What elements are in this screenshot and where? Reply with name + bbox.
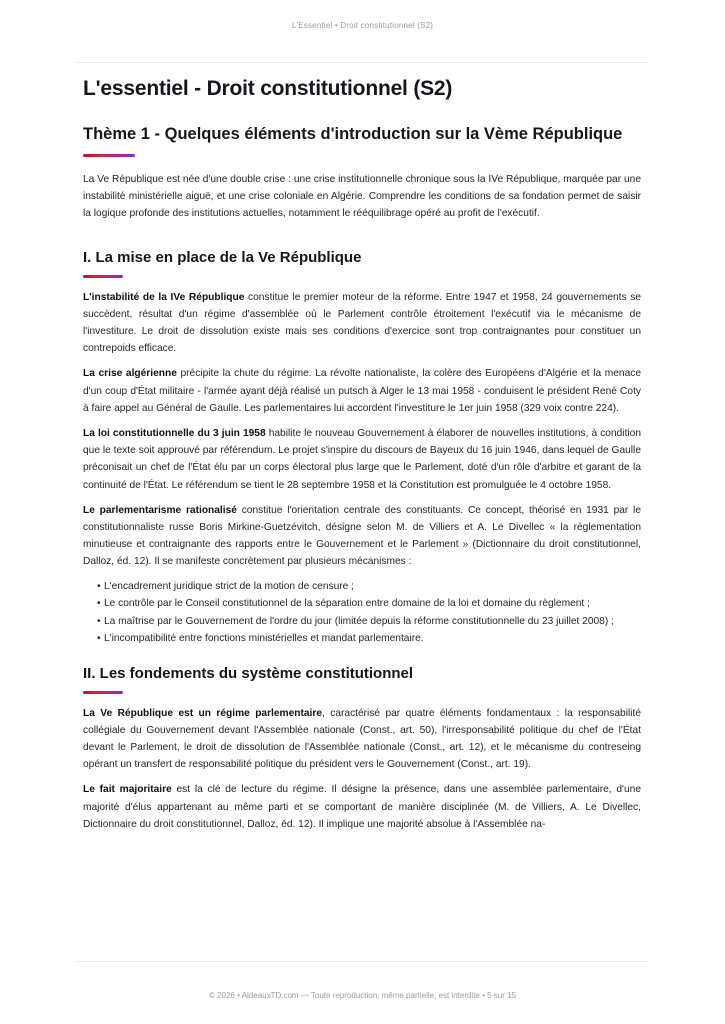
paragraph-lead: La crise algérienne <box>83 368 177 380</box>
paragraph-instabilite <box>83 289 641 358</box>
paragraph-body: constitue l'orientation centrale des constituants. Ce concept, théorisé en 1931 par le constitutionnaliste russe Boris Mirkine-Guetzévitch, désigne selon M. de Villiers et A. Le Divellec « la réglementation minutieuse et contraignante des rapports entre le Gouvernement et le Parlement » (Dictionnaire du droit constitutionnel, Dalloz, éd. 12). Il se manifeste concrètement par plusieurs mécanismes : <box>83 504 641 568</box>
accent-bar <box>83 154 135 157</box>
section-heading-2: II. Les fondements du système constitutionnel <box>83 664 414 682</box>
page-footer: © 2026 • AideauxTD.com — Toute reproduction, même partielle, est interdite • 5 sur 15 <box>208 991 517 1000</box>
list-item: • La maîtrise par le Gouvernement de l'ordre du jour (limitée depuis la réforme constitutionnelle du 23 juillet 2008) ; <box>104 614 641 630</box>
list-item: • L'encadrement juridique strict de la motion de censure ; <box>104 579 641 595</box>
paragraph-parlementarisme <box>83 502 641 571</box>
paragraph-lead: La Ve République est un régime parlementaire <box>83 707 323 719</box>
list-item: • L'incompatibilité entre fonctions ministérielles et mandat parlementaire. <box>104 631 641 647</box>
paragraph-body: , caractérisé par quatre éléments fondamentaux : la responsabilité collégiale du Gouvernement devant l'Assemblée nationale (Const., art. 50), l'irresponsabilité politique du chef de l'État devant le Parlement, le droit de dissolution de l'Assemblée nationale (Const., art. 12), et le mécanisme du contreseing opérant un transfert de responsabilité politique du président vers le Gouvernement (Const., art. 19). <box>83 707 641 771</box>
paragraph-loi-constitutionnelle <box>83 425 641 494</box>
paragraph-lead: Le fait majoritaire <box>83 784 172 796</box>
accent-bar <box>83 275 123 278</box>
section-heading-1: I. La mise en place de la Ve République <box>83 248 362 266</box>
paragraph-lead: L'instabilité de la IVe République <box>83 291 245 303</box>
paragraph-body: habilite le nouveau Gouvernement à élaborer de nouvelles institutions, à condition que le texte soit approuvé par référendum. Le projet s'inspire du discours de Bayeux du 16 juin 1946, dans lequel de Gaulle préconisait un chef de l'État élu par un corps électoral plus large que le Parlement, doté d'un rôle d'arbitre et garant de la continuité de l'État. Le référendum se tient le 28 septembre 1958 et la Constitution est promulguée le 4 octobre 1958. <box>83 428 641 491</box>
list-item: • Le contrôle par le Conseil constitutionnel de la séparation entre domaine de la loi et domaine du règlement ; <box>104 596 641 612</box>
paragraph-body: est la clé de lecture du régime. Il désigne la présence, dans une assemblée parlementaire, d'une majorité d'élus appartenant au même parti et se comportant de manière disciplinée (M. de Villiers, A. Le Divellec, Dictionnaire du droit constitutionnel, Dalloz, éd. 12). Il implique une majorité absolue à l'Assemblée na- <box>83 784 641 830</box>
paragraph-fait-majoritaire <box>83 781 641 833</box>
paragraph-crise-algerienne <box>83 365 641 417</box>
paragraph-body: constitue le premier moteur de la réforme. Entre 1947 et 1958, 24 gouvernements se succèdent, résultat d'un régime d'assemblée où le Parlement contrôle étroitement l'exécutif via le mécanisme de l'investiture. Le droit de dissolution existe mais ses conditions d'exercice sont trop contraignantes pour constituer un contrepoids efficace. <box>83 291 641 355</box>
paragraph-regime-parlementaire <box>83 705 641 774</box>
paragraph-lead: La loi constitutionnelle du 3 juin 1958 <box>83 428 266 440</box>
theme-title: Thème 1 - Quelques éléments d'introduction sur la Vème République <box>83 125 623 143</box>
mechanisms-list <box>83 579 641 647</box>
paragraph-lead: Le parlementarisme rationalisé <box>83 504 237 516</box>
footer-divider <box>75 961 648 962</box>
page-content <box>83 74 641 841</box>
running-header: L'Essentiel • Droit constitutionnel (S2) <box>291 21 434 30</box>
intro-paragraph: La Ve République est née d'une double crise : une crise institutionnelle chronique sous la IVe République, marquée par une instabilité ministérielle aiguë, et une crise coloniale en Algérie. Comprendre les conditions de sa fondation permet de saisir la logique profonde des institutions actuelles, notamment le rééquilibrage opéré au profit de l'exécutif. <box>83 174 641 220</box>
accent-bar <box>83 691 123 694</box>
document-title: L'essentiel - Droit constitutionnel (S2) <box>83 77 453 100</box>
header-divider <box>75 62 648 63</box>
paragraph-body: précipite la chute du régime. La révolte nationaliste, la colère des Européens d'Algérie et la menace d'un coup d'État militaire - l'armée ayant déjà réalisé un putsch à Alger le 13 mai 1958 - conduisent le président René Coty à faire appel au Général de Gaulle. Les parlementaires lui accordent l'investiture le 1er juin 1958 (329 voix contre 224). <box>83 368 641 414</box>
